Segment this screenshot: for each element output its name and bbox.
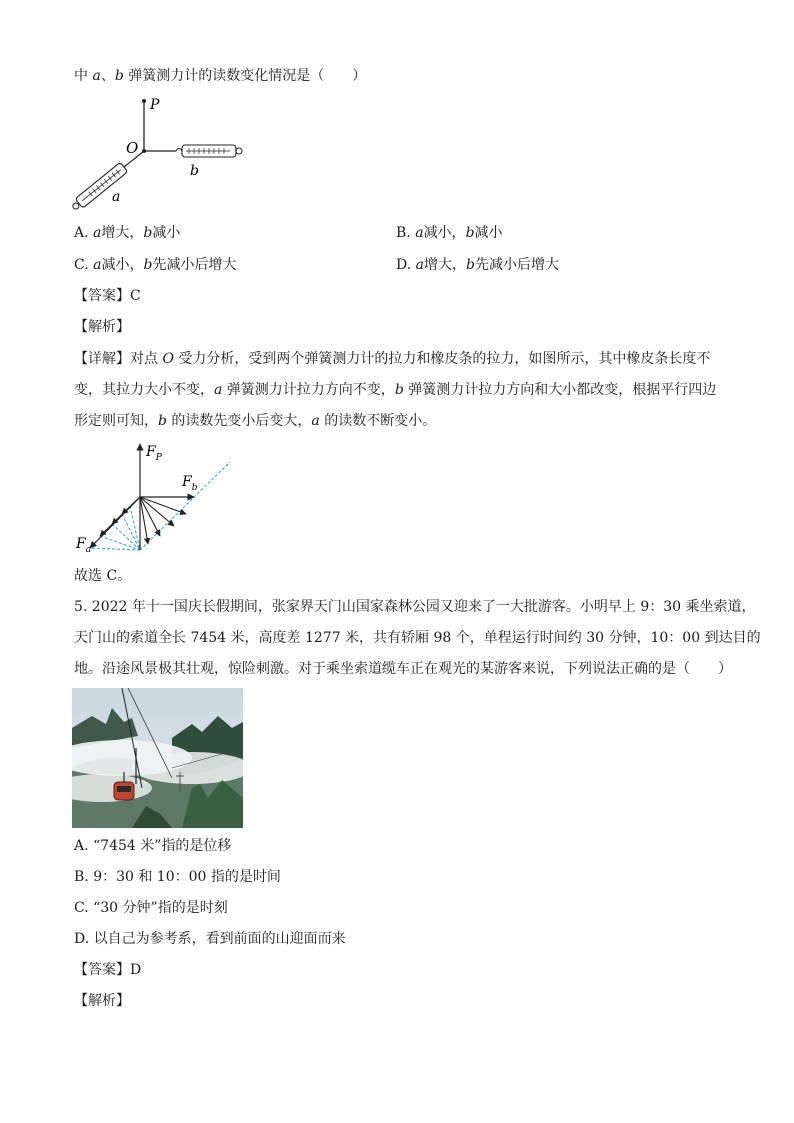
q4-detail-line-3: 形定则可知，b 的读数先变小后变大，a 的读数不断变小。	[74, 413, 437, 429]
q5-option-c: C. “30 分钟”指的是时刻	[74, 900, 228, 916]
q4-analysis-tag: 【解析】	[74, 319, 130, 335]
label-Fb: $F_b$	[182, 474, 198, 493]
q5-option-b: B. 9：30 和 10：00 指的是时间	[74, 869, 281, 885]
answer-tag: 【答案】	[74, 288, 130, 304]
q4-conclusion: 故选 C。	[74, 568, 132, 584]
q4-intro	[74, 66, 366, 86]
q4-intro-b: b	[114, 68, 124, 84]
q4-option-a: A. a增大，b减小	[74, 225, 181, 241]
q4-answer	[74, 286, 141, 306]
q4-option-c: C. a减小，b先减小后增大	[74, 257, 237, 273]
q5-line-1: 5. 2022 年十一国庆长假期间，张家界天门山国家森林公园又迎来了一大批游客。小明早上 9：30 乘坐索道，	[74, 599, 756, 615]
label-FP: $F_P$	[146, 444, 162, 463]
q5-analysis-tag: 【解析】	[74, 993, 130, 1009]
q4-detail-line-1: 【详解】对点 O 受力分析，受到两个弹簧测力计的拉力和橡皮条的拉力，如图所示，其中橡皮条长度不	[74, 351, 711, 367]
q5-option-d: D. 以自己为参考系，看到前面的山迎面而来	[74, 931, 346, 947]
q4-intro-a: a	[92, 68, 101, 84]
force-diagram	[70, 440, 240, 560]
answer-value: C	[130, 288, 141, 304]
q5-answer: 【答案】D	[74, 962, 142, 978]
spring-balance-figure	[70, 95, 250, 215]
q4-intro-post: 弹簧测力计的读数变化情况是（ ）	[123, 68, 367, 84]
q5-option-a: A. “7454 米”指的是位移	[74, 838, 232, 854]
q5-line-2: 天门山的索道全长 7454 米，高度差 1277 米，共有轿厢 98 个，单程运行时间约 30 分钟，10：00 到达目的	[74, 630, 761, 646]
q4-intro-pre: 中	[74, 68, 93, 84]
label-a: a	[112, 189, 121, 205]
q4-detail-line-2: 变，其拉力大小不变，a 弹簧测力计拉力方向不变，b 弹簧测力计拉力方向和大小都改变，根据平行四边	[74, 382, 717, 398]
label-P: P	[150, 97, 160, 113]
q5-line-3: 地。沿途风景极其壮观，惊险刺激。对于乘坐索道缆车正在观光的某游客来说，下列说法正确的是（ ）	[74, 661, 732, 677]
label-O: O	[126, 139, 139, 157]
q4-option-b: B. a减小，b减小	[396, 225, 503, 241]
label-Fa: $F_a$	[76, 536, 92, 555]
label-b: b	[190, 163, 199, 179]
q4-intro-mid: 、	[100, 68, 115, 84]
q4-option-d: D. a增大，b先减小后增大	[396, 257, 559, 273]
cable-car-photo	[72, 688, 243, 828]
